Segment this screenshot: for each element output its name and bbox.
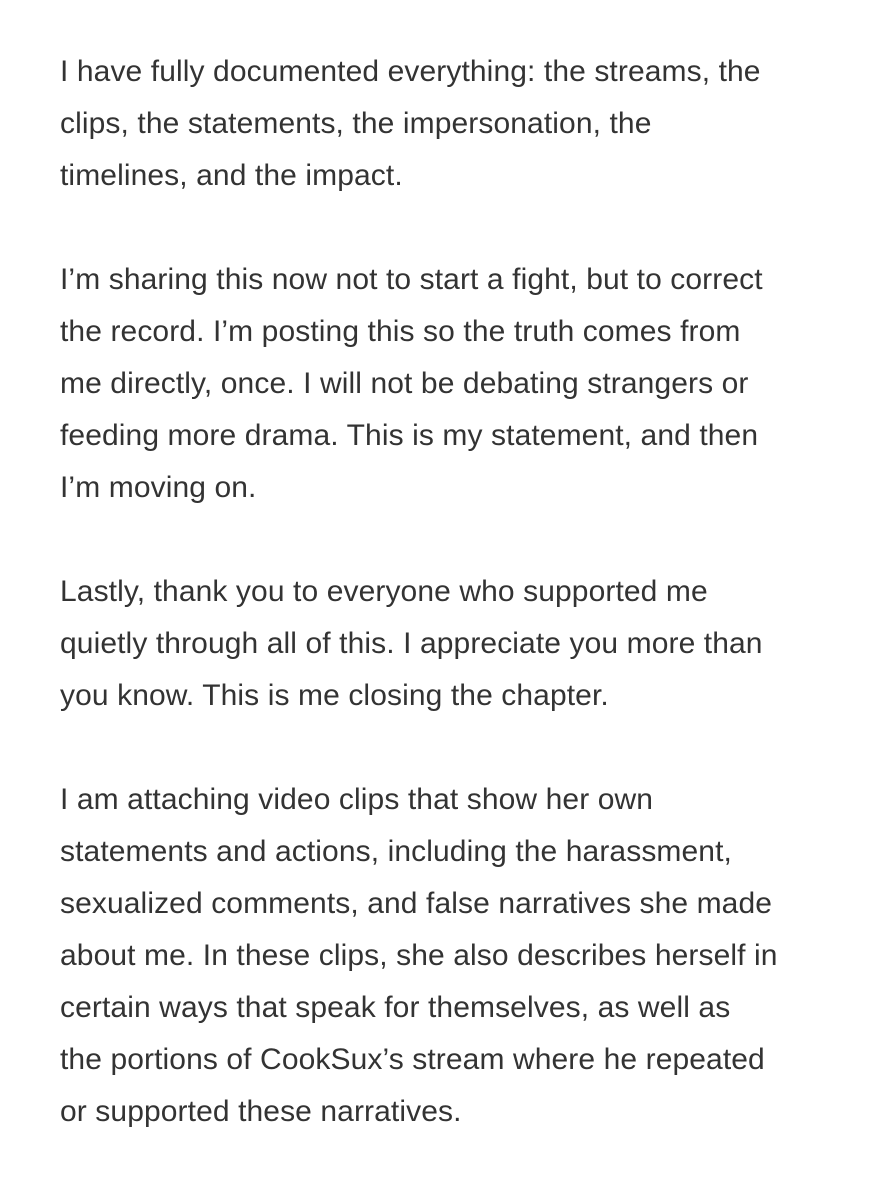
note-body (60, 46, 860, 1190)
text-line: quietly through all of this. I appreciate you more than (60, 627, 763, 660)
text-line: or supported these narratives. (60, 1095, 462, 1128)
text-line: the portions of CookSux’s stream where he repeated (60, 1043, 765, 1076)
text-line: sexualized comments, and false narratives she made (60, 887, 773, 920)
paragraph-correct-record (60, 254, 860, 514)
paragraph-documentation (60, 46, 860, 202)
paragraph-thanks (60, 566, 860, 722)
text-line: about me. In these clips, she also describes herself in (60, 939, 778, 972)
text-line: you know. This is me closing the chapter. (60, 679, 609, 712)
text-line: Lastly, thank you to everyone who supported me (60, 575, 708, 608)
text-line: certain ways that speak for themselves, as well as (60, 991, 731, 1024)
text-line: I am attaching video clips that show her own (60, 783, 654, 816)
text-line: feeding more drama. This is my statement, and then (60, 419, 759, 452)
paragraph-attachments (60, 774, 860, 1138)
text-line: me directly, once. I will not be debating strangers or (60, 367, 749, 400)
text-line: the record. I’m posting this so the truth comes from (60, 315, 741, 348)
text-line: timelines, and the impact. (60, 159, 403, 192)
text-line: statements and actions, including the harassment, (60, 835, 732, 868)
text-line: clips, the statements, the impersonation, the (60, 107, 652, 140)
text-line: I have fully documented everything: the streams, the (60, 55, 761, 88)
text-line: I’m sharing this now not to start a fight, but to correct (60, 263, 763, 296)
text-line: I’m moving on. (60, 471, 257, 504)
